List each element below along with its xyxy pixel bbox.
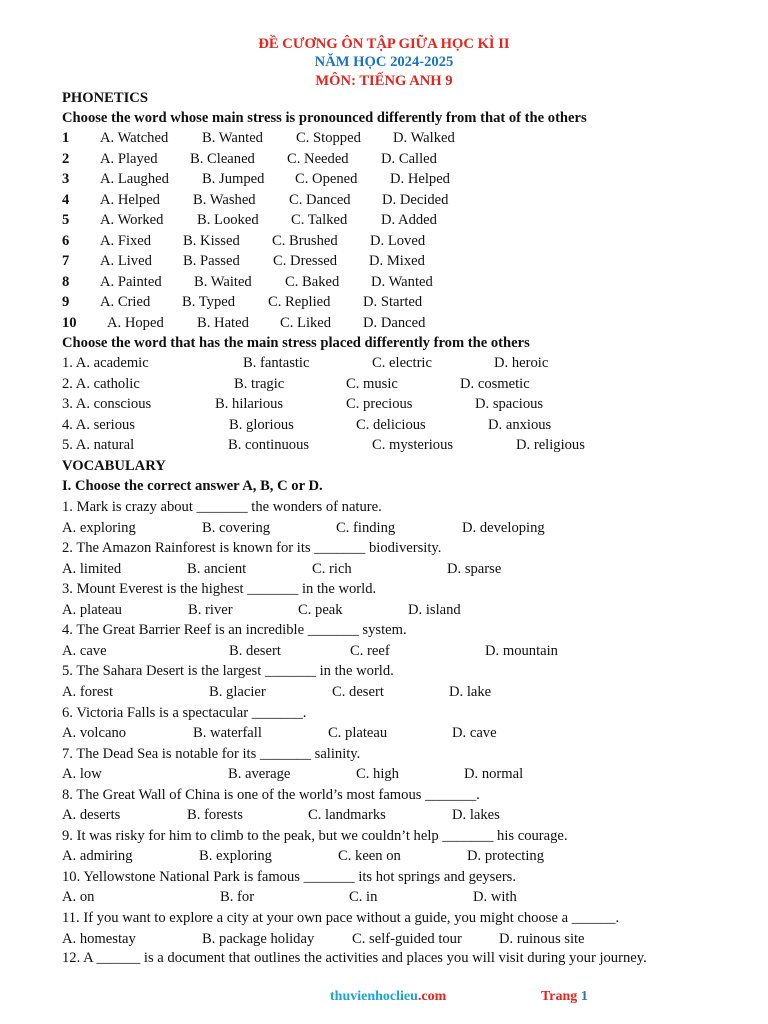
footer-site[interactable] [330,987,446,1007]
answer-option: C. reef [350,642,390,659]
question-number: 8 [62,273,70,290]
answer-option: A. cave [62,642,107,659]
answer-option: A. Painted [100,273,162,290]
answer-option: B. waterfall [193,725,262,741]
answer-option: C. Liked [280,314,332,331]
answer-option: D. sparse [447,560,502,577]
answer-option: A. Worked [100,212,164,228]
answer-option: A. deserts [62,807,121,824]
answer-option: D. island [408,601,461,618]
phonetics-heading: PHONETICS [62,90,148,106]
answer-option: C. Baked [285,273,340,290]
answer-option: C. Talked [291,212,348,228]
answer-option: D. developing [462,519,545,536]
document-title: ĐỀ CƯƠNG ÔN TẬP GIỮA HỌC KÌ II [258,36,510,52]
question-number: 2 [62,150,70,167]
answer-option: C. plateau [328,725,388,741]
question-text: 12. A ______ is a document that outlines the activities and places you will visit during your journey. [62,950,647,966]
answer-option: B. ancient [187,560,247,577]
answer-option: B. Typed [182,294,236,310]
answer-option: B. glorious [229,416,294,433]
answer-option: C. Stopped [296,130,361,146]
answer-option: C. Needed [287,150,349,167]
answer-option: C. desert [332,683,384,700]
answer-option: A. Hoped [107,314,164,331]
question-text: 7. The Dead Sea is notable for its _______ salinity. [62,745,361,762]
answer-option: D. normal [464,766,524,783]
answer-option: 2. A. catholic [62,375,140,392]
answer-option: D. cosmetic [460,375,530,392]
answer-option: B. package holiday [202,930,315,947]
answer-option: D. Called [381,150,437,167]
answer-option: A. plateau [62,601,122,618]
answer-option: C. high [356,766,399,783]
answer-option: C. peak [298,601,343,618]
answer-option: A. low [62,766,102,783]
answer-option: C. electric [372,355,432,371]
answer-option: D. mountain [485,642,558,659]
answer-option: A. Helped [100,191,160,208]
answer-option: B. glacier [209,683,266,700]
answer-option: B. forests [187,807,243,824]
answer-option: D. Decided [382,191,449,208]
answer-option: D. Wanted [371,273,433,290]
answer-option: B. Waited [194,273,252,290]
answer-option: 1. A. academic [62,355,149,371]
answer-option: A. Cried [100,294,151,310]
answer-option: B. average [228,766,291,783]
answer-option: D. Helped [390,171,450,187]
answer-option: B. Hated [197,314,249,331]
answer-option: A. exploring [62,519,136,536]
question-number: 1 [62,130,70,146]
question-text: 1. Mark is crazy about _______ the wonders of nature. [62,499,382,515]
question-text: 2. The Amazon Rainforest is known for its _______ biodiversity. [62,540,442,557]
answer-option: D. religious [516,437,585,454]
answer-option: B. continuous [228,437,310,454]
question-number: 7 [62,253,70,269]
answer-option: A. Fixed [100,232,152,249]
answer-option: A. Laughed [100,171,169,187]
answer-option: C. Opened [295,171,358,187]
phonetics-part2-instruction: Choose the word that has the main stress placed differently from the others [62,335,530,351]
answer-option: D. anxious [488,416,552,433]
question-number: 6 [62,232,70,249]
answer-option: C. self-guided tour [352,930,462,947]
answer-option: C. keen on [338,848,401,865]
answer-option: C. rich [312,560,352,577]
answer-option: B. Cleaned [190,150,255,167]
answer-option: D. spacious [475,396,544,413]
question-number: 3 [62,171,70,187]
answer-option: A. Watched [100,130,169,146]
answer-option: A. on [62,889,95,906]
answer-option: B. Washed [193,191,256,208]
answer-option: C. Dressed [273,253,338,269]
answer-option: B. Kissed [183,232,240,249]
answer-option: D. lake [449,683,492,700]
answer-option: D. protecting [467,848,545,865]
answer-option: B. exploring [199,848,272,865]
question-text: 9. It was risky for him to climb to the peak, but we couldn’t help _______ his courage. [62,827,568,844]
answer-option: 4. A. serious [62,416,135,433]
question-number: 4 [62,191,70,208]
answer-option: D. lakes [452,807,500,824]
footer-site-name: thuvienhoclieu [330,989,418,1004]
answer-option: C. landmarks [308,807,386,824]
question-text: 8. The Great Wall of China is one of the world’s most famous _______. [62,786,480,803]
answer-option: C. music [346,375,398,392]
answer-option: C. finding [336,519,396,536]
question-text: 3. Mount Everest is the highest _______ in the world. [62,581,377,598]
answer-option: B. Looked [197,212,259,228]
answer-option: C. Replied [268,294,331,310]
answer-option: B. tragic [234,375,285,392]
page-number [541,987,588,1007]
answer-option: B. Passed [183,253,240,269]
answer-option: C. Brushed [272,232,338,249]
question-text: 10. Yellowstone National Park is famous _______ its hot springs and geysers. [62,868,517,885]
answer-option: B. river [188,601,233,618]
vocabulary-instruction: I. Choose the correct answer A, B, C or D. [62,478,323,494]
vocabulary-heading: VOCABULARY [62,458,166,474]
question-number: 9 [62,294,70,310]
question-number: 5 [62,212,70,228]
answer-option: 3. A. conscious [62,396,152,413]
question-text: 4. The Great Barrier Reef is an incredible _______ system. [62,622,407,639]
page-number-value: 1 [580,989,588,1004]
answer-option: C. in [349,889,378,906]
answer-option: A. volcano [62,725,127,741]
answer-option: A. homestay [62,930,136,947]
subject-title: MÔN: TIẾNG ANH 9 [315,73,453,89]
answer-option: B. fantastic [243,355,310,371]
answer-option: D. Added [381,212,437,228]
footer-site-domain: .com [417,989,447,1004]
answer-option: B. covering [202,519,271,536]
answer-option: D. with [473,889,517,906]
answer-option: A. Played [100,150,158,167]
answer-option: D. ruinous site [499,930,585,947]
answer-option: D. cave [452,725,497,741]
answer-option: A. Lived [100,253,152,269]
school-year: NĂM HỌC 2024-2025 [314,54,454,70]
answer-option: C. Danced [289,191,351,208]
question-number: 10 [62,314,77,331]
answer-option: A. admiring [62,848,133,865]
question-text: 11. If you want to explore a city at your own pace without a guide, you might choose a ______. [62,910,620,926]
answer-option: D. heroic [494,355,549,371]
answer-option: D. Mixed [369,253,425,269]
answer-option: B. hilarious [215,396,284,413]
answer-option: D. Walked [393,130,455,146]
question-text: 5. The Sahara Desert is the largest _______ in the world. [62,663,394,680]
answer-option: D. Danced [363,314,426,331]
answer-option: A. forest [62,683,114,700]
answer-option: D. Loved [370,232,426,249]
answer-option: D. Started [363,294,423,310]
answer-option: B. Wanted [202,130,263,146]
answer-option: C. precious [346,396,413,413]
answer-option: C. mysterious [372,437,454,454]
question-text: 6. Victoria Falls is a spectacular _______. [62,704,307,721]
answer-option: B. for [220,889,255,906]
answer-option: C. delicious [356,416,426,433]
answer-option: A. limited [62,560,122,577]
answer-option: 5. A. natural [62,437,135,454]
page-label: Trang [541,989,578,1004]
answer-option: B. desert [229,642,281,659]
answer-option: B. Jumped [202,171,265,187]
phonetics-part1-instruction: Choose the word whose main stress is pronounced differently from that of the others [62,110,587,126]
